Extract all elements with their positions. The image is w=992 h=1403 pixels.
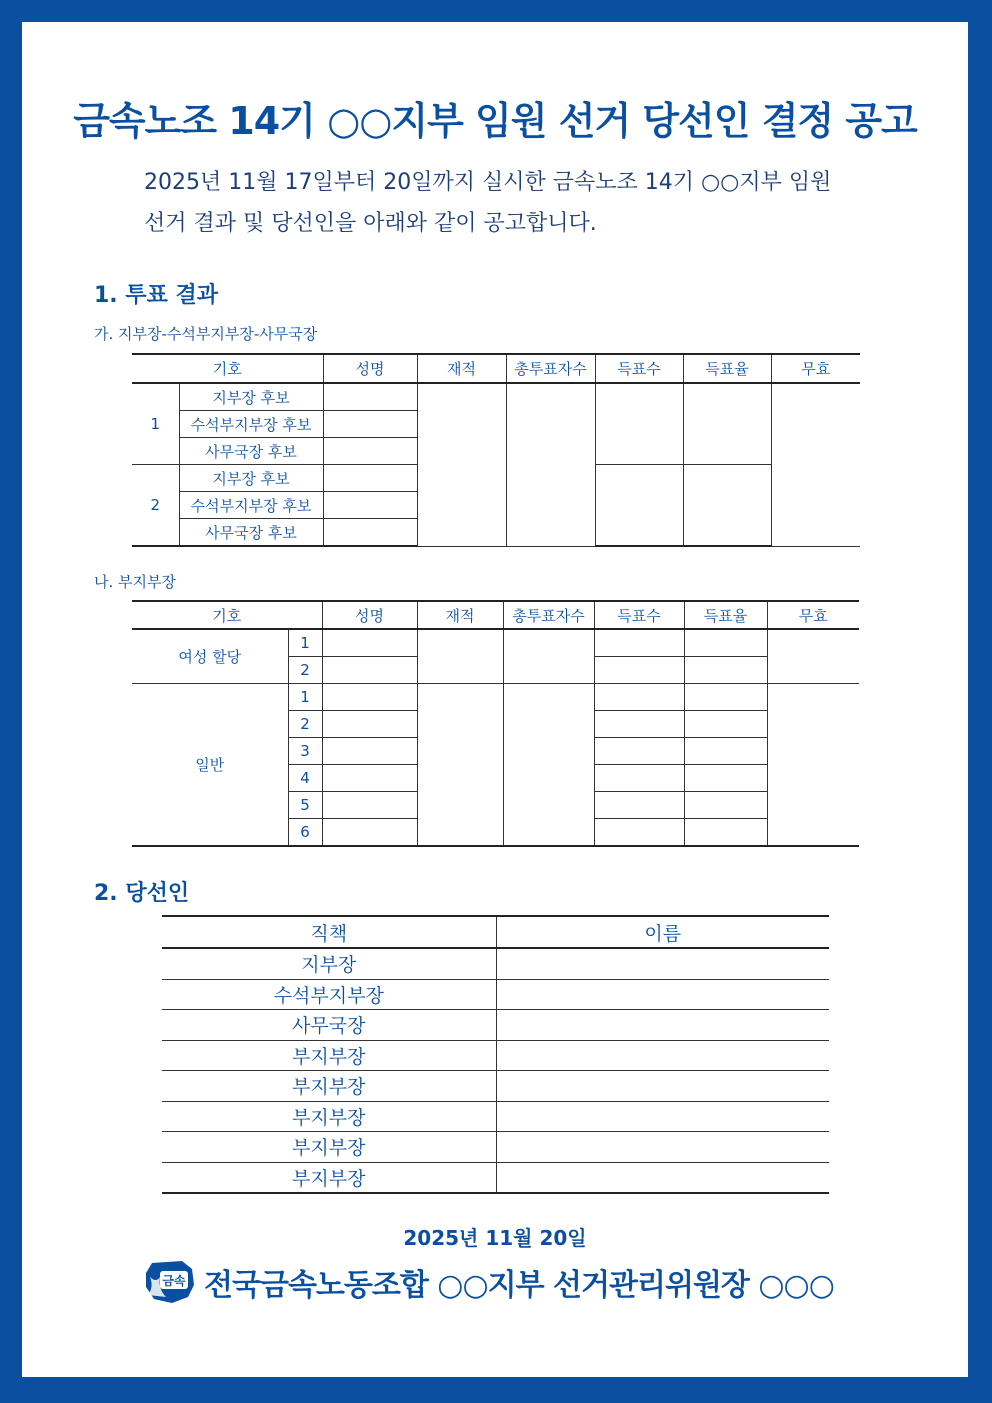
rate-cell <box>684 657 767 684</box>
rate-cell <box>683 465 771 547</box>
general-label: 일반 <box>132 684 288 847</box>
header-invalid: 무효 <box>771 354 860 383</box>
candidate-number: 5 <box>288 792 322 819</box>
total-votes-cell <box>503 629 594 684</box>
position-cell: 부지부장 <box>162 1132 496 1163</box>
invalid-cell <box>767 684 859 847</box>
subsection-a-title: 가. 지부장-수석부지부장-사무국장 <box>94 325 318 343</box>
position-cell: 부지부장 <box>162 1040 496 1071</box>
position-cell: 부지부장 <box>162 1162 496 1193</box>
role-label: 사무국장 후보 <box>179 438 323 465</box>
total-votes-cell <box>503 684 594 847</box>
header-votes: 득표수 <box>594 601 684 629</box>
header-votes: 득표수 <box>595 354 683 383</box>
position-cell: 지부장 <box>162 948 496 979</box>
invalid-cell <box>767 629 859 684</box>
name-cell <box>322 765 417 792</box>
name-cell <box>323 465 417 492</box>
name-cell <box>322 819 417 847</box>
header-name: 성명 <box>323 354 417 383</box>
total-votes-cell <box>506 383 595 546</box>
winner-name-cell <box>496 979 829 1010</box>
enrolled-cell <box>417 383 506 546</box>
header-enrolled: 재적 <box>417 354 506 383</box>
header-symbol: 기호 <box>132 354 323 383</box>
rate-cell <box>684 738 767 765</box>
name-cell <box>323 383 417 411</box>
section-vote-results-title: 1. 투표 결과 <box>94 283 218 308</box>
position-cell: 수석부지부장 <box>162 979 496 1010</box>
winner-name-cell <box>496 1162 829 1193</box>
name-cell <box>323 411 417 438</box>
role-label: 지부장 후보 <box>179 383 323 411</box>
position-cell: 부지부장 <box>162 1101 496 1132</box>
votes-cell <box>594 738 684 765</box>
header-position: 직책 <box>162 916 496 948</box>
votes-cell <box>594 684 684 711</box>
position-cell: 부지부장 <box>162 1071 496 1102</box>
header-name: 성명 <box>322 601 417 629</box>
issuer-name: 전국금속노동조합 ○○지부 선거관리위원장 ○○○ <box>204 1268 834 1303</box>
header-total-votes: 총투표자수 <box>503 601 594 629</box>
vote-results-table-a <box>132 353 860 547</box>
name-cell <box>322 792 417 819</box>
candidate-number: 1 <box>288 684 322 711</box>
union-logo-icon <box>142 1257 198 1307</box>
role-label: 사무국장 후보 <box>179 519 323 547</box>
enrolled-cell <box>417 684 503 847</box>
rate-cell <box>684 765 767 792</box>
candidate-number: 3 <box>288 738 322 765</box>
rate-cell <box>684 629 767 657</box>
winner-name-cell <box>496 948 829 979</box>
votes-cell <box>594 819 684 847</box>
name-cell <box>322 684 417 711</box>
rate-cell <box>684 792 767 819</box>
ticket-number: 1 <box>132 383 179 465</box>
rate-cell <box>684 819 767 847</box>
name-cell <box>323 492 417 519</box>
winner-name-cell <box>496 1101 829 1132</box>
name-cell <box>323 438 417 465</box>
votes-cell <box>594 765 684 792</box>
notice-page <box>22 22 968 1377</box>
winner-name-cell <box>496 1071 829 1102</box>
section-winners-title: 2. 당선인 <box>94 881 190 906</box>
winners-table <box>162 915 829 1194</box>
header-symbol: 기호 <box>132 601 322 629</box>
candidate-number: 2 <box>288 711 322 738</box>
winner-name-cell <box>496 1132 829 1163</box>
name-cell <box>322 711 417 738</box>
vote-results-table-b <box>132 600 859 847</box>
header-enrolled: 재적 <box>417 601 503 629</box>
header-invalid: 무효 <box>767 601 859 629</box>
votes-cell <box>595 465 683 547</box>
name-cell <box>322 657 417 684</box>
rate-cell <box>684 711 767 738</box>
rate-cell <box>684 684 767 711</box>
winner-name-cell <box>496 1040 829 1071</box>
candidate-number: 2 <box>288 657 322 684</box>
enrolled-cell <box>417 629 503 684</box>
candidate-number: 4 <box>288 765 322 792</box>
header-rate: 득표율 <box>683 354 771 383</box>
name-cell <box>323 519 417 547</box>
winner-name-cell <box>496 1010 829 1041</box>
notice-date: 2025년 11월 20일 <box>403 1226 587 1250</box>
ticket-number: 2 <box>132 465 179 547</box>
role-label: 수석부지부장 후보 <box>179 492 323 519</box>
name-cell <box>322 629 417 657</box>
rate-cell <box>683 383 771 465</box>
invalid-cell <box>771 383 860 546</box>
header-winner-name: 이름 <box>496 916 829 948</box>
header-total-votes: 총투표자수 <box>506 354 595 383</box>
role-label: 수석부지부장 후보 <box>179 411 323 438</box>
header-rate: 득표율 <box>684 601 767 629</box>
candidate-number: 6 <box>288 819 322 847</box>
votes-cell <box>594 657 684 684</box>
name-cell <box>322 738 417 765</box>
intro-line-2: 선거 결과 및 당선인을 아래와 같이 공고합니다. <box>144 211 597 236</box>
votes-cell <box>594 711 684 738</box>
page-title: 금속노조 14기 ○○지부 임원 선거 당선인 결정 공고 <box>73 99 917 143</box>
intro-line-1: 2025년 11월 17일부터 20일까지 실시한 금속노조 14기 ○○지부 임원 <box>144 170 832 195</box>
logo-text: 금속 <box>162 1274 186 1288</box>
votes-cell <box>594 792 684 819</box>
issuer-signature <box>142 1254 862 1310</box>
women-quota-label: 여성 할당 <box>132 629 288 684</box>
position-cell: 사무국장 <box>162 1010 496 1041</box>
subsection-b-title: 나. 부지부장 <box>94 573 176 591</box>
votes-cell <box>594 629 684 657</box>
candidate-number: 1 <box>288 629 322 657</box>
role-label: 지부장 후보 <box>179 465 323 492</box>
votes-cell <box>595 383 683 465</box>
intro-paragraph <box>144 162 884 244</box>
